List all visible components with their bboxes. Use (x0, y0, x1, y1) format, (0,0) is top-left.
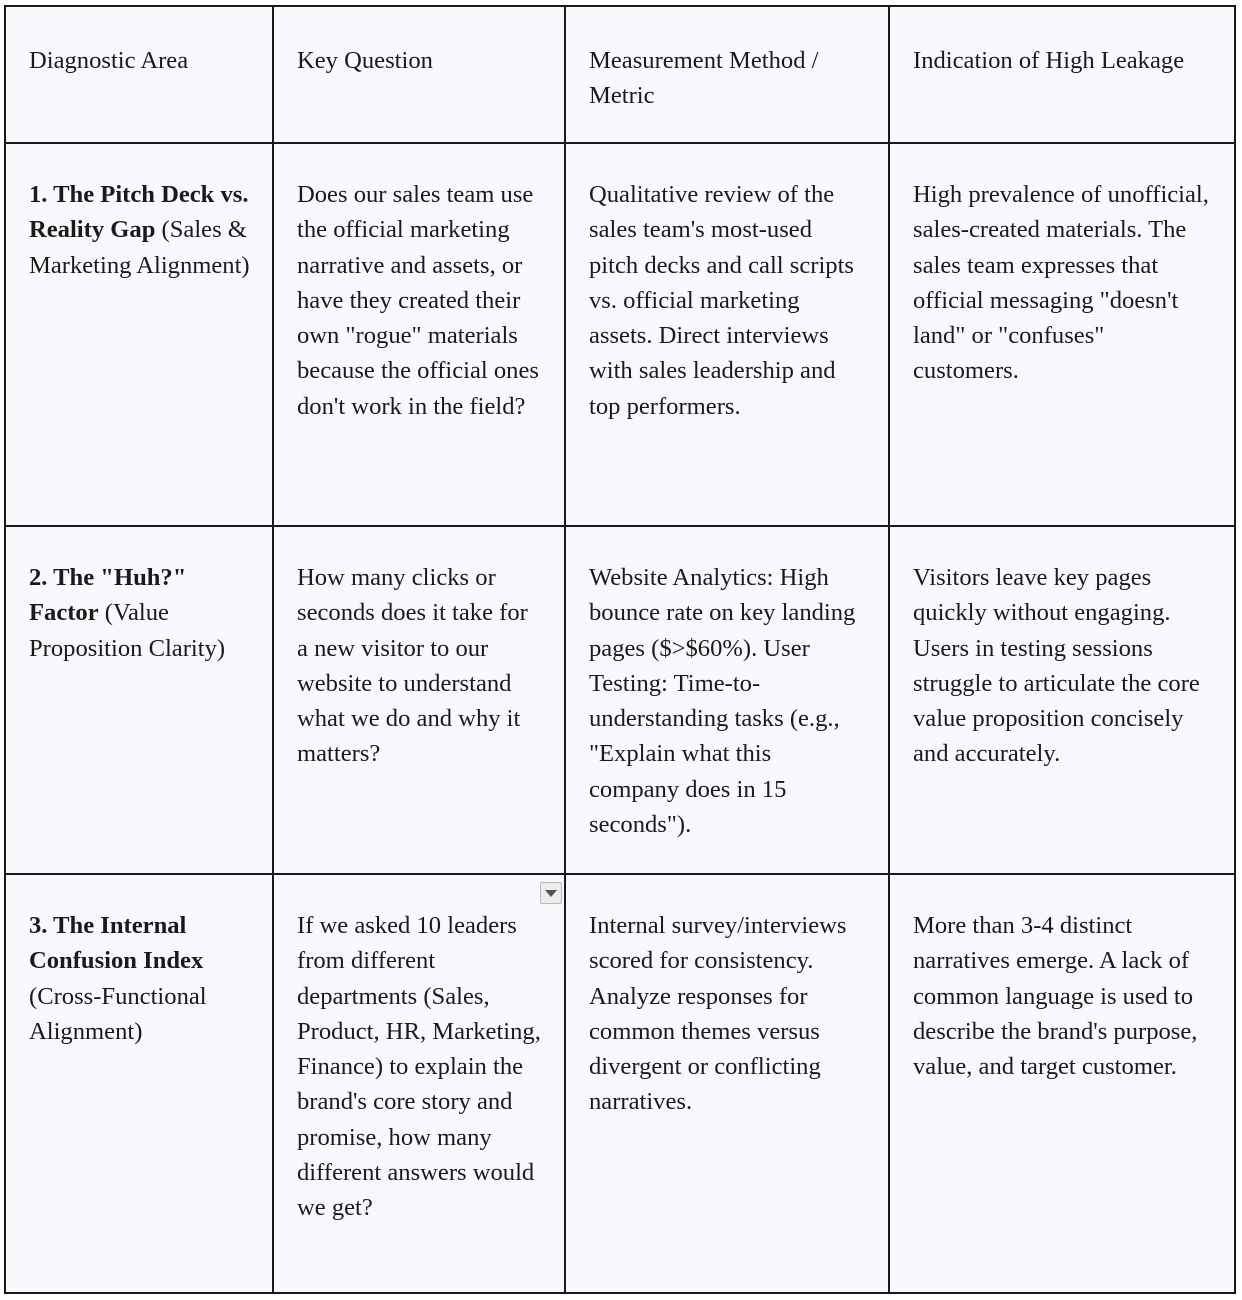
measurement-method-cell: Website Analytics: High bounce rate on key landing pages ($>$60%). User Testing: Time-to-understanding tasks (e.g., "Explain what this company does in 15 seconds"). (565, 526, 889, 874)
header-key-question: Key Question (273, 6, 565, 143)
diagnostic-area-subtitle: (Cross-Functional Alignment) (29, 982, 207, 1045)
header-measurement-method: Measurement Method / Metric (565, 6, 889, 143)
measurement-method-cell: Internal survey/interviews scored for consistency. Analyze responses for common themes versus divergent or conflicting narratives. (565, 874, 889, 1293)
measurement-method-cell: Qualitative review of the sales team's most-used pitch decks and call scripts vs. official marketing assets. Direct interviews with sales leadership and top performers. (565, 143, 889, 526)
table-row (5, 526, 1235, 874)
diagnostic-area-title: 1. The Pitch Deck vs. Reality Gap (29, 181, 249, 244)
diagnostic-area-subtitle: (Sales & Marketing Alignment) (29, 216, 250, 279)
table-row (5, 143, 1235, 526)
triangle-down-icon (545, 890, 557, 897)
diagnostic-area-title: 3. The Internal Confusion Index (29, 912, 204, 975)
table-row (5, 874, 1235, 1293)
dropdown-arrow-icon[interactable] (540, 882, 562, 904)
header-diagnostic-area: Diagnostic Area (5, 6, 273, 143)
header-indication-leakage: Indication of High Leakage (889, 6, 1235, 143)
key-question-cell[interactable] (273, 874, 565, 1293)
diagnostic-table (4, 5, 1236, 1294)
diagnostic-area-subtitle: (Value Proposition Clarity) (29, 599, 226, 662)
header-row (5, 6, 1235, 143)
leakage-indication-cell: More than 3-4 distinct narratives emerge. A lack of common language is used to describe the brand's purpose, value, and target customer. (889, 874, 1235, 1293)
diagnostic-area-cell (5, 874, 273, 1293)
diagnostic-area-title: 2. The "Huh?" Factor (29, 564, 187, 627)
key-question-cell: Does our sales team use the official marketing narrative and assets, or have they created their own "rogue" materials because the official ones don't work in the field? (273, 143, 565, 526)
leakage-indication-cell: High prevalence of unofficial, sales-created materials. The sales team expresses that official messaging "doesn't land" or "confuses" customers. (889, 143, 1235, 526)
key-question-text: If we asked 10 leaders from different departments (Sales, Product, HR, Marketing, Finance) to explain the brand's core story and promise, how many different answers would we get? (297, 912, 541, 1222)
key-question-cell: How many clicks or seconds does it take for a new visitor to our website to understand what we do and why it matters? (273, 526, 565, 874)
diagnostic-area-cell (5, 143, 273, 526)
diagnostic-area-cell (5, 526, 273, 874)
leakage-indication-cell: Visitors leave key pages quickly without engaging. Users in testing sessions struggle to articulate the core value proposition concisely and accurately. (889, 526, 1235, 874)
